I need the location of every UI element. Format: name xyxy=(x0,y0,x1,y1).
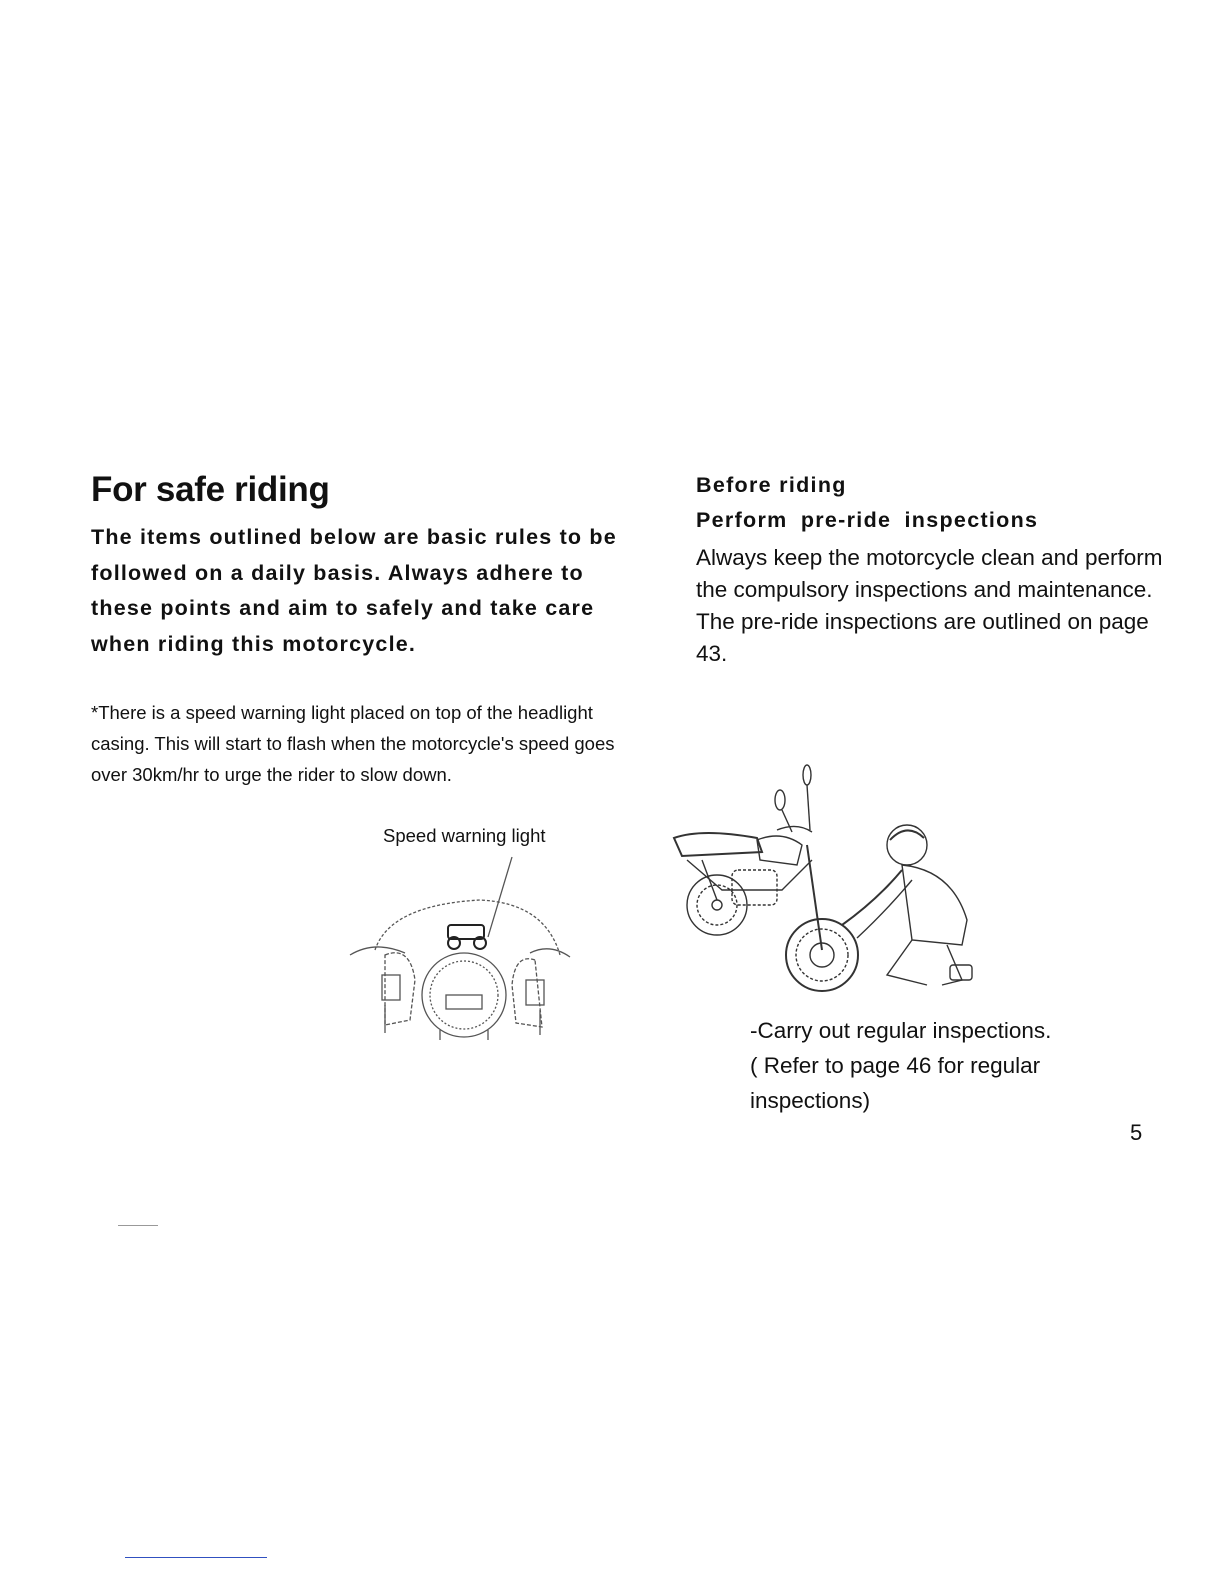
regular-inspections-note xyxy=(750,1013,1130,1118)
divider-short xyxy=(118,1225,158,1226)
divider-bottom xyxy=(125,1557,267,1558)
motorcycle-inspection-illustration xyxy=(662,760,982,995)
speed-warning-light-illustration xyxy=(330,845,580,1040)
regular-inspections-line1: -Carry out regular inspections. xyxy=(750,1018,1052,1043)
intro-rules-text: The items outlined below are basic rules to be followed on a daily basis. Always adhere to these points and aim to safely and take care when riding this motorcycle. xyxy=(91,525,617,656)
page-number: 5 xyxy=(1130,1120,1143,1145)
speed-warning-light-label: Speed warning light xyxy=(383,825,546,846)
page-title: For safe riding xyxy=(91,470,330,509)
speed-warning-note: *There is a speed warning light placed on top of the headlight casing. This will start to flash when the motorcycle's speed goes over 30km/hr to urge the rider to slow down. xyxy=(91,702,615,785)
pre-ride-inspections-heading: Perform pre-ride inspections xyxy=(696,508,1039,532)
pre-ride-inspections-text: Always keep the motorcycle clean and perform the compulsory inspections and maintenance. The pre-ride inspections are outlined on page 43. xyxy=(696,545,1163,666)
regular-inspections-line2: ( Refer to page 46 for regular inspections) xyxy=(750,1053,1041,1113)
before-riding-heading: Before riding xyxy=(696,473,847,497)
